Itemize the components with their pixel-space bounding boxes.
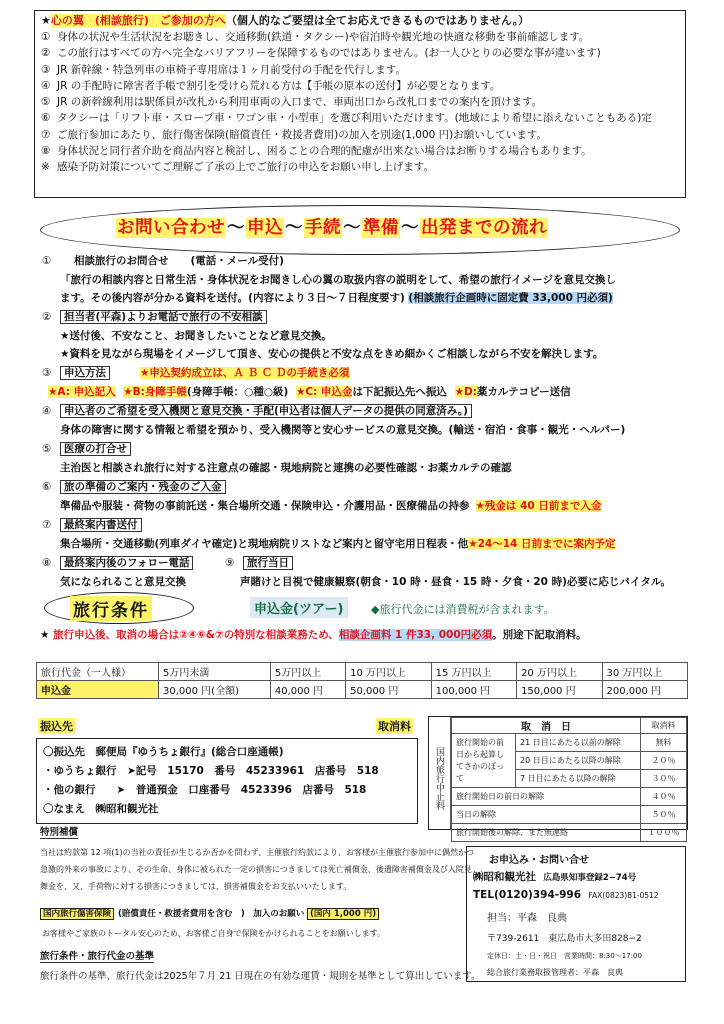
deposit-table-header	[37, 663, 688, 681]
cancel-fee-cell: ５０％	[641, 806, 687, 824]
cancel-day-cell: 旅行開始日の前日の解除	[452, 788, 641, 806]
insurance-row: 国内旅行傷害保険 (賠償責任・救援者費用を含む ) 加入のお願い (国内 1,000 円)	[40, 907, 379, 919]
insurance-note: お客様やご家族のトータル安心のため、お客様ご自身で保険をかけられることをお願いします。	[42, 929, 386, 938]
bank-box	[36, 738, 418, 824]
notice-item: ④ JR の手配時に障害者手帳で割引を受けら荒れる方は【手帳の原本の送付】が必要となります。	[41, 79, 501, 92]
cancel-fee-cell: １００％	[641, 824, 687, 842]
flow-title-part: 〜	[343, 218, 361, 238]
company-name-row: ㈱昭和観光社 広島県知事登録2−74号	[473, 871, 637, 883]
company-contact-row: TEL(0120)394-996 FAX(0823)81-0512	[473, 889, 659, 901]
cancel-header-fee: 取消料	[641, 718, 687, 734]
cancel-day-cell: 7 日目にあたる以降の解除	[516, 770, 641, 788]
step-3-title: ③ 申込方法 ★申込契約成立は、Ａ Ｂ Ｃ Ｄの手続き必須	[42, 367, 350, 379]
notice-item: ⑦ ご旅行参加にあたり、旅行傷害保険(賠償責任・救援者費用)の加入を別途(1,000 円)お願いしています。	[41, 128, 547, 141]
notice-title: ★心の翼 (相談旅行) ご参加の方へ（個人的なご要望は全てお応えできるものではありません。）	[41, 14, 530, 27]
flow-title-part: 〜	[401, 218, 419, 238]
step-8-line1: 気になられること意見交換	[60, 576, 186, 588]
base-text: 旅行条件の基準、旅行代金は2025年７月 21 日現在の有効な運賃・規則を基準として算出しています。	[40, 971, 481, 982]
notice-item: ⑧ 身体状況と同行者介助を商品内容と検討し、困ることの合理的配慮が出来ない場合はお断りする場合もあります。	[41, 145, 592, 158]
deposit-header-cell: 10 万円以上	[346, 663, 431, 681]
deposit-value-cell: 200,000 円	[602, 681, 687, 699]
special-line1: 当社は約款第 12 項(1)の当社の責任が生じるか否かを問わず、主催旅行約款により、お客様が主催旅行参加中に偶然かつ	[40, 848, 474, 857]
step-7-line1: 集合場所・交通移動(列車ダイヤ確定)と現地病院リストなど案内と留守宅用日程表・他★24〜14 日前までに案内予定	[60, 538, 616, 550]
flow-title-part: 出発までの流れ	[421, 218, 547, 238]
deposit-value-cell: 50,000 円	[346, 681, 431, 699]
deposit-value-cell: 150,000 円	[517, 681, 602, 699]
bank-line4: 〇なまえ ㈱昭和観光社	[43, 803, 159, 815]
step-5-title: ⑤ 医療の打合せ	[42, 441, 131, 458]
cancel-note: ★ 旅行申込後、取消の場合は②④⑥&⑦の特別な相談業務ため、相談企画料 1 件33, 000円必須。別途下記取消料。	[40, 629, 587, 641]
step-9-title: ⑨ 旅行当日	[225, 555, 293, 572]
cancel-day-cell: 旅行開始後の解除、また無連絡	[452, 824, 641, 842]
deposit-header-cell: 5万円未満	[159, 663, 271, 681]
bank-title: 振込先	[40, 720, 73, 733]
cancel-day-cell: 20 日目にあたる以降の解除	[516, 752, 641, 770]
step-1-line2: ます。その後内容が分かる資料を送付。(内容により３日〜７日程度要す) (相談旅行企画時に固定費 33,000 円必須)	[60, 292, 613, 304]
special-title: 特別補償	[40, 824, 78, 839]
company-staff: 担当：平森 良典	[487, 913, 567, 924]
flow-title-part: 手続	[305, 218, 341, 238]
deposit-row-label: 申込金	[37, 681, 159, 699]
step-1-title: ① 相談旅行のお問合せ (電話・メール受付)	[42, 255, 284, 267]
notice-item: ⑥ タクシーは「リフト車・スロープ車・ワゴン車・小型車」を選び利用いただけます。(地域により希望に添えないこともある)定	[41, 112, 652, 125]
deposit-header-cell: 30 万円以上	[602, 663, 687, 681]
step-2-line1: ★送付後、不安なこと、お聞きしたいことなど意見交換。	[60, 330, 332, 342]
bank-line1: 〇振込先 郵便局『ゆうちょ銀行』(総合口座通帳)	[43, 746, 284, 758]
step-7-title: ⑦ 最終案内書送付	[42, 517, 142, 534]
cancel-row	[452, 824, 687, 842]
flow-title-part: 申込	[247, 218, 283, 238]
company-box	[466, 846, 686, 982]
company-hours: 定休日：土・日・祝日 営業時間：8:30〜17:00	[487, 952, 642, 960]
deposit-tour-label: 申込金(ツアー)	[250, 597, 348, 618]
cancel-fee-label: 取消料	[378, 720, 411, 733]
flow-title-part: 〜	[227, 218, 245, 238]
flow-title-part: 準備	[363, 218, 399, 238]
conditions-title: 旅行条件	[70, 596, 152, 621]
notice-box	[34, 10, 686, 198]
deposit-value-cell: 40,000 円	[270, 681, 345, 699]
step-6-title: ⑥ 旅の準備のご案内・残金のご入金	[42, 479, 226, 496]
deposit-value-cell: 30,000 円(全額)	[159, 681, 271, 699]
company-manager: 総合旅行業務取扱管理者：平森 良典	[487, 968, 623, 977]
cancel-table-box	[428, 716, 688, 837]
step-2-title: ② 担当者(平森)よりお電話で旅行の不安相談	[42, 309, 267, 326]
cancel-fee-cell: ２０％	[641, 752, 687, 770]
deposit-header-cell: 20 万円以上	[517, 663, 602, 681]
step-3-abcd: ★A: 申込記入 ★B:身障手帳(身障手帳：○種○級) ★C: 申込金は下記振込先へ振込 ★D:薬カルテコピー送信	[48, 386, 571, 398]
company-title: お申込み・お問い合せ	[489, 855, 589, 866]
notice-item: ② この旅行はすべての方へ完全なバリアフリーを保障するものではありません。(お一人ひとりの必要な事が違います)	[41, 47, 601, 60]
step-6-line1: 準備品や服装・荷物の事前託送・集合場所交通・保険申込・介護用品・医療備品の持参 ★残金は 40 日前まで入金	[60, 500, 602, 512]
cancel-header-day: 取 消 日	[452, 718, 641, 734]
cancel-day-cell: 当日の解除	[452, 806, 641, 824]
bank-line2: ・ゆうちょ銀行 ➤記号 15170 番号 45233961 店番号 518	[43, 765, 379, 777]
cancel-fee-cell: ３０％	[641, 770, 687, 788]
cancel-row	[452, 788, 687, 806]
cancel-group-label: 旅行開始の前日から起算してさかのぼって	[452, 734, 516, 788]
step-4-title: ④ 申込者のご希望を受入機関と意見交換・手配(申込者は個人データの提供の同意済み。)	[42, 403, 472, 420]
insurance-label: 国内旅行傷害保険	[40, 908, 114, 920]
flow-title	[116, 214, 548, 239]
cancel-row	[452, 806, 687, 824]
base-title: 旅行条件・旅行代金の基準	[40, 948, 154, 963]
cancel-row	[452, 734, 687, 752]
special-line2: 急激的外来の事故により、その生命、身体に被られた一定の損害につきましては死亡補償金、後遺障害補償金及び入院見	[40, 865, 472, 874]
cancel-table	[451, 717, 687, 842]
step-1-line1: 「旅行の相談内容と日常生活・身体状況をお聞きし心の翼の取扱内容の説明をして、希望の旅行イメージを意見交換し	[60, 274, 616, 286]
notice-item: ⑤ JR の新幹線利用は駅係員が改札から利用車両の入口まで、車両出口から改札口までの案内を頂けます。	[41, 96, 543, 109]
step-2-line2: ★資料を見ながら現場をイメージして頂き、安心の提供と不安な点をきめ細かくご相談しながら不安を解決します。	[60, 348, 604, 360]
flow-title-part: 〜	[285, 218, 303, 238]
cancel-side-label: 国内旅行中止料	[429, 717, 451, 829]
cancel-day-cell: 21 日目にあたる以前の解除	[516, 734, 641, 752]
deposit-table-row	[37, 681, 688, 699]
deposit-table	[36, 662, 688, 699]
step-9-line1: 声賭けと目視で健康観察(朝食・10 時・昼食・15 時・夕食・20 時)必要に応じバイタル。	[240, 576, 672, 588]
flow-title-part: お問い合わせ	[117, 218, 225, 238]
step-5-line1: 主治医と相談され旅行に対する注意点の確認・現地病院と連携の必要性確認・お薬カルテの確認	[60, 462, 512, 474]
consult-fee-note: (相談旅行企画時に固定費 33,000 円必須)	[408, 292, 613, 304]
special-line3: 舞金を、又、手荷物に対する損害につきましては、損害補償金をお支払いいたします。	[40, 882, 352, 891]
deposit-header-cell: 5万円以上	[270, 663, 345, 681]
notice-item: ※ 感染予防対策についてご理解ご了承の上でご旅行の申込をお願い申し上げます。	[41, 161, 434, 174]
notice-list	[41, 29, 679, 176]
step-4-line1: 身体の障害に関する情報と希望を預かり、受入機関等と安心サービスの意見交換。(輸送・宿泊・食事・観光・ヘルパー)	[60, 424, 626, 436]
deposit-value-cell: 100,000 円	[431, 681, 516, 699]
notice-item: ③ JR 新幹線・特急列車の車椅子専用席は１ヶ月前受付の手配を代行します。	[41, 63, 406, 76]
deposit-header-cell: 旅行代金（一人様）	[37, 663, 159, 681]
bank-line3: ・他の銀行 ➤ 普通預金 口座番号 4523396 店番号 518	[43, 784, 367, 796]
cancel-fee-cell: ４０％	[641, 788, 687, 806]
insurance-fee: (国内 1,000 円)	[307, 908, 379, 920]
cancel-fee-cell: 無料	[641, 734, 687, 752]
tax-note: ◆旅行代金には消費税が含まれます。	[371, 603, 555, 616]
company-address: 〒739-2611 東広島市大多田828−2	[487, 934, 642, 944]
notice-item: ① 身体の状況や生活状況をお聴きし、交通移動(鉄道・タクシー)や宿泊時や観光地の快適な移動を事前確認します。	[41, 31, 590, 43]
deposit-header-cell: 15 万円以上	[431, 663, 516, 681]
step-8-title: ⑧ 最終案内後のフォロー電話	[42, 555, 193, 572]
